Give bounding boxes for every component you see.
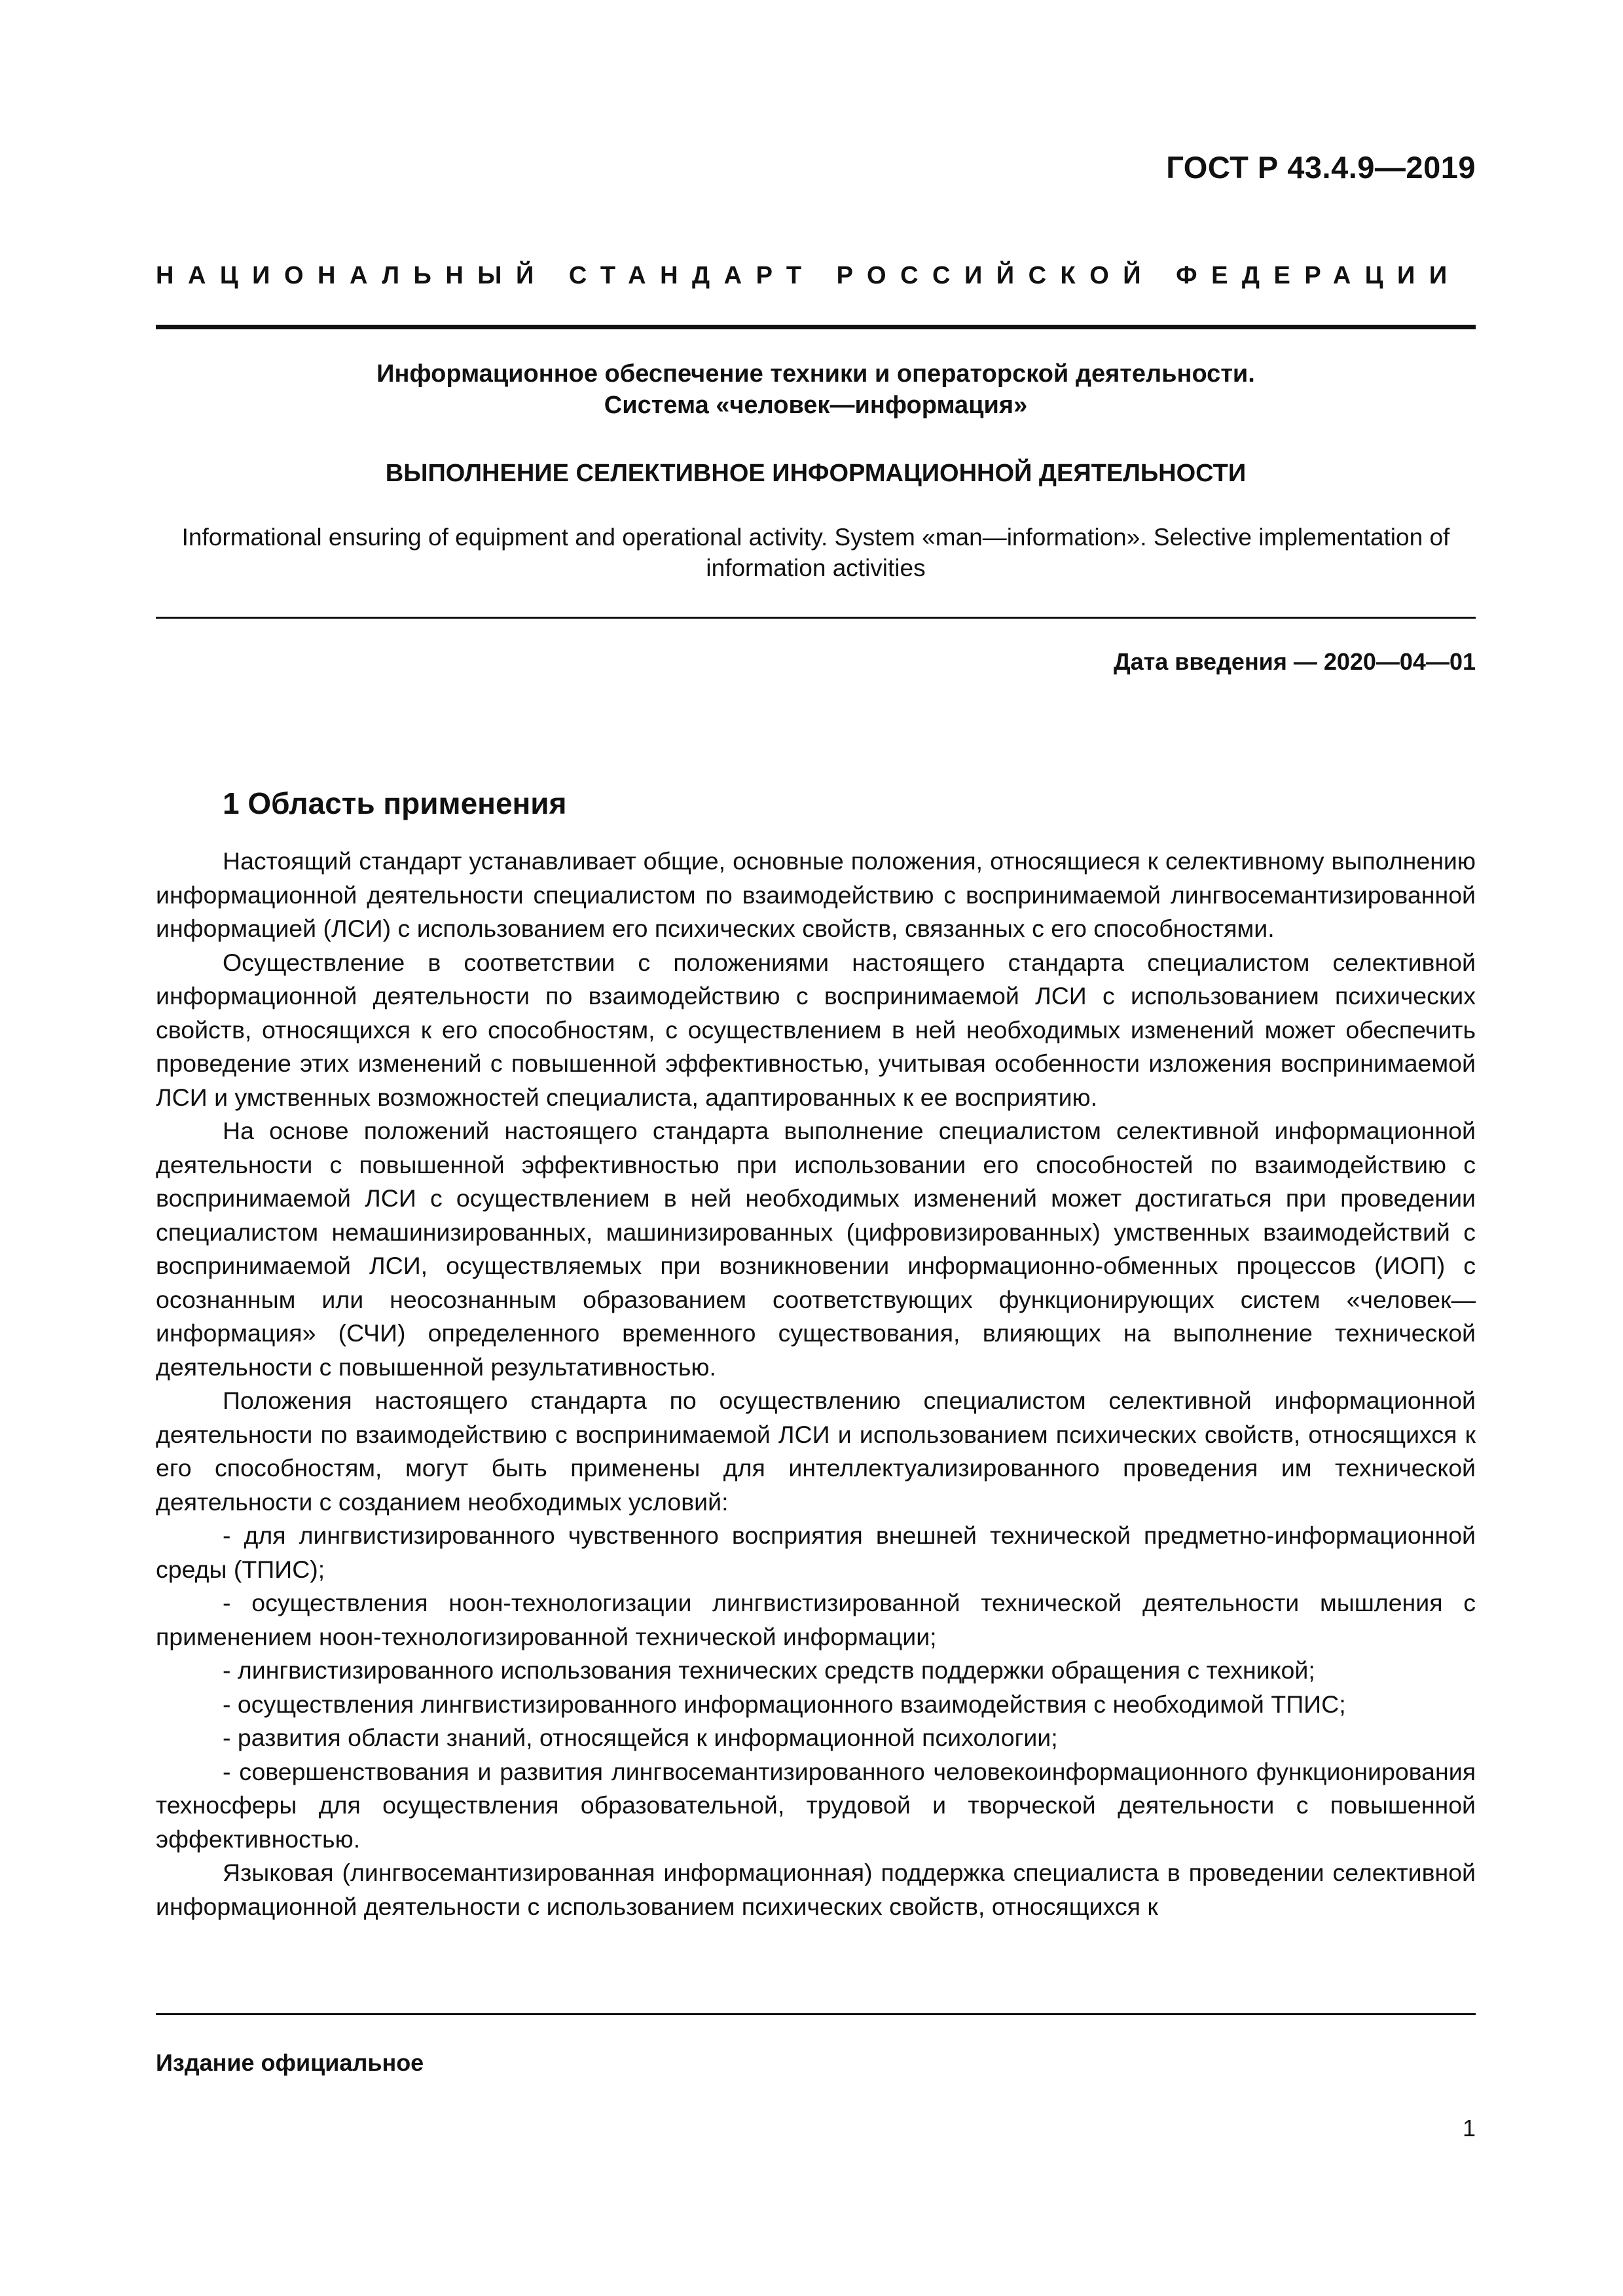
english-title [156,522,1476,583]
official-edition-label: Издание официальное [156,2049,424,2076]
main-title: ВЫПОЛНЕНИЕ СЕЛЕКТИВНОЕ ИНФОРМАЦИОННОЙ ДЕЯТЕЛЬНОСТИ [385,460,1247,487]
paragraph: Положения настоящего стандарта по осуществлению специалистом селективной информационной деятельности по взаимодействию с воспринимаемой ЛСИ и использованием психических свойств, относящихся к его способностям, могут быть применены для интеллектуализированного проведения им технической деятельности с созданием необходимых условий: [156,1387,1476,1516]
header-divider [156,325,1476,329]
list-item: - лингвистизированного использования технических средств поддержки обращения с техникой; [223,1656,1315,1684]
list-item: - осуществления лингвистизированного информационного взаимодействия с необходимой ТПИС; [223,1690,1346,1718]
list-item: - развития области знаний, относящейся к информационной психологии; [223,1724,1058,1751]
standard-code: ГОСТ Р 43.4.9—2019 [1166,150,1476,185]
page-number: 1 [1462,2115,1476,2141]
footer-divider [156,2013,1476,2015]
national-standard-banner: НАЦИОНАЛЬНЫЙ СТАНДАРТ РОССИЙСКОЙ ФЕДЕРАЦИИ [156,262,1461,289]
title-line-2: Система «человек—информация» [604,392,1028,419]
title-divider [156,617,1476,619]
section-body [156,845,1476,1923]
section-heading: 1 Область применения [223,786,567,820]
list-item: - для лингвистизированного чувственного восприятия внешней технической предметно-информационной среды (ТПИС); [156,1522,1476,1583]
paragraph: Настоящий стандарт устанавливает общие, основные положения, относящиеся к селективному выполнению информационной деятельности специалистом по взаимодействию с воспринимаемой лингвосемантизированной информацией (ЛСИ) с использованием его психических свойств, связанных с его способностями. [156,847,1476,942]
paragraph: Осуществление в соответствии с положениями настоящего стандарта специалистом селективной информационной деятельности по взаимодействию с воспринимаемой ЛСИ с использованием психических свойств, относящихся к его способностям, с осуществлением в ней необходимых изменений может обеспечить проведение этих изменений с повышенной эффективностью, учитывая особенности изложения воспринимаемой ЛСИ и умственных возможностей специалиста, адаптированных к ее восприятию. [156,948,1476,1111]
paragraph: Языковая (лингвосемантизированная информационная) поддержка специалиста в проведении селективной информационной деятельности с использованием психических свойств, относящихся к [156,1859,1476,1920]
list-item: - осуществления ноон-технологизации лингвистизированной технической деятельности мышления с применением ноон-технологизированной технической информации; [156,1589,1476,1650]
title-line-1: Информационное обеспечение техники и операторской деятельности. [376,360,1255,388]
paragraph: На основе положений настоящего стандарта выполнение специалистом селективной информационной деятельности с повышенной эффективностью при использовании его способностей по взаимодействию с воспринимаемой ЛСИ с осуществлением в ней необходимых изменений может достигаться при проведении специалистом немашинизированных, машинизированных (цифровизированных) умственных взаимодействий с воспринимаемой ЛСИ, осуществляемых при возникновении информационно-обменных процессов (ИОП) с осознанным или неосознанным образованием соответствующих функционирующих систем «человек—информация» (СЧИ) определенного временного существования, влияющих на выполнение технической деятельности с повышенной результативностью. [156,1117,1476,1381]
english-title-line-2: information activities [706,555,926,581]
english-title-line-1: Informational ensuring of equipment and operational activity. System «man—information». Selective implementation of [181,524,1450,551]
list-item: - совершенствования и развития лингвосемантизированного человекоинформационного функционирования техносферы для осуществления образовательной, трудовой и творческой деятельности с повышенной эффективностью. [156,1757,1476,1853]
introduction-date: Дата введения — 2020—04—01 [1113,648,1476,675]
